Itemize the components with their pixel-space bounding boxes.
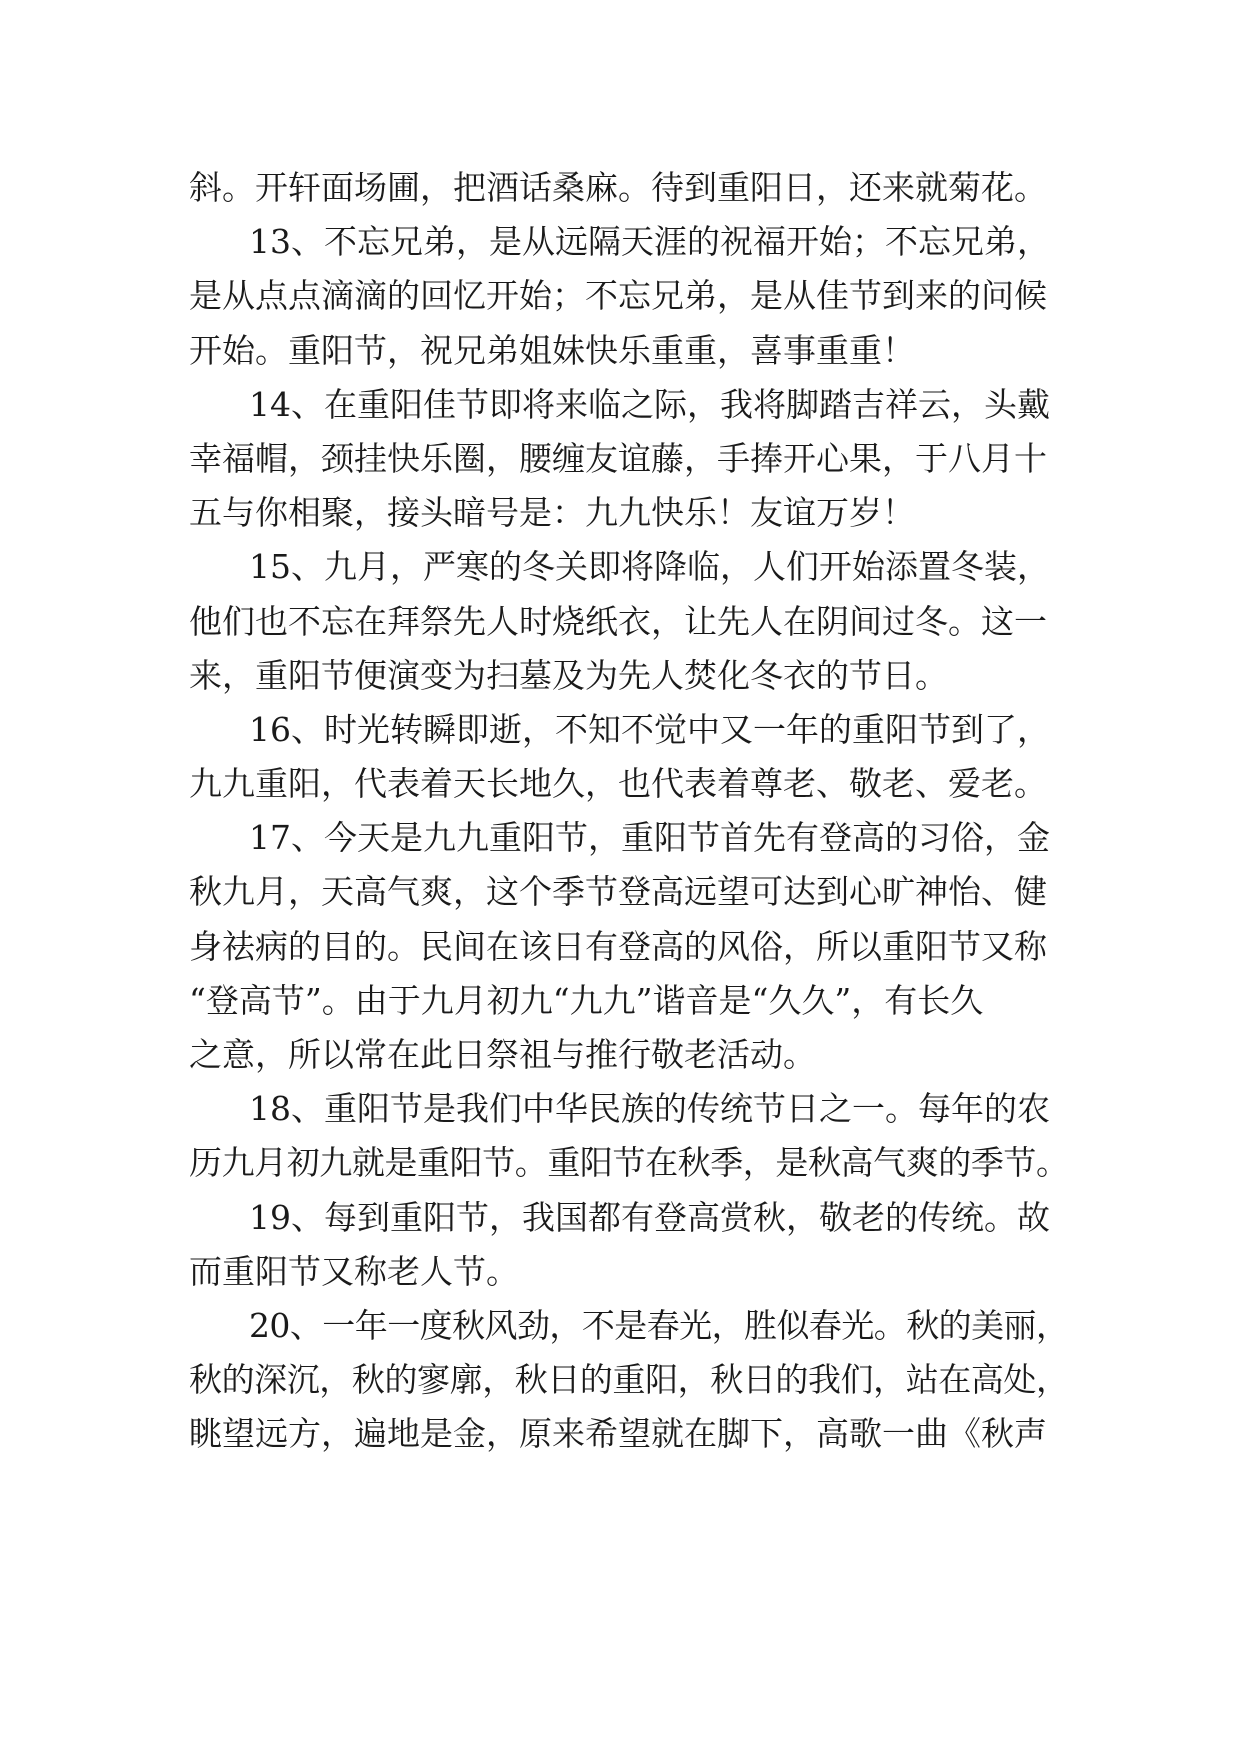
text-line: 五与你相聚，接头暗号是：九九快乐！友谊万岁！ bbox=[189, 493, 915, 533]
text-line: 之意，所以常在此日祭祖与推行敬老活动。 bbox=[189, 1035, 816, 1074]
text-line: 13、不忘兄弟，是从远隔天涯的祝福开始；不忘兄弟， bbox=[249, 222, 1050, 262]
text-line: 来，重阳节便演变为扫墓及为先人焚化冬衣的节日。 bbox=[189, 655, 948, 695]
text-line: 秋九月，天高气爽，这个季节登高远望可达到心旷神怡、健 bbox=[189, 872, 1047, 912]
text-line: 17、今天是九九重阳节，重阳节首先有登高的习俗，金 bbox=[249, 818, 1050, 858]
text-line: 16、时光转瞬即逝，不知不觉中又一年的重阳节到了， bbox=[249, 709, 1050, 749]
text-line: 九九重阳，代表着天长地久，也代表着尊老、敬老、爱老。 bbox=[189, 764, 1047, 804]
text-line: 身祛病的目的。民间在该日有登高的风俗，所以重阳节又称 bbox=[189, 926, 1047, 966]
text-line: 19、每到重阳节，我国都有登高赏秋，敬老的传统。故 bbox=[249, 1197, 1050, 1237]
text-line: 20、一年一度秋风劲，不是春光，胜似春光。秋的美丽， bbox=[249, 1305, 1069, 1345]
text-line: 幸福帽，颈挂快乐圈，腰缠友谊藤，手捧开心果，于八月十 bbox=[189, 438, 1047, 478]
text-line: 而重阳节又称老人节。 bbox=[189, 1251, 519, 1291]
text-line: 眺望远方，遍地是金，原来希望就在脚下，高歌一曲《秋声 bbox=[189, 1414, 1047, 1454]
text-line: 斜。开轩面场圃，把酒话桑麻。待到重阳日，还来就菊花。 bbox=[189, 168, 1047, 207]
text-line: 是从点点滴滴的回忆开始；不忘兄弟，是从佳节到来的问候 bbox=[189, 276, 1047, 316]
text-line: 开始。重阳节，祝兄弟姐妹快乐重重，喜事重重！ bbox=[189, 330, 915, 370]
text-line: “登高节”。由于九月初九“九九”谐音是“久久”，有长久 bbox=[189, 980, 984, 1020]
text-line: 历九月初九就是重阳节。重阳节在秋季，是秋高气爽的季节。 bbox=[189, 1143, 1069, 1183]
text-line: 他们也不忘在拜祭先人时烧纸衣，让先人在阴间过冬。这一 bbox=[189, 601, 1047, 641]
text-line: 18、重阳节是我们中华民族的传统节日之一。每年的农 bbox=[249, 1089, 1050, 1129]
text-line: 14、在重阳佳节即将来临之际，我将脚踏吉祥云，头戴 bbox=[249, 384, 1050, 424]
text-line: 15、九月，严寒的冬关即将降临，人们开始添置冬装， bbox=[249, 547, 1050, 587]
document-body bbox=[189, 161, 1069, 1462]
text-line: 秋的深沉，秋的寥廓，秋日的重阳，秋日的我们，站在高处， bbox=[189, 1360, 1069, 1400]
